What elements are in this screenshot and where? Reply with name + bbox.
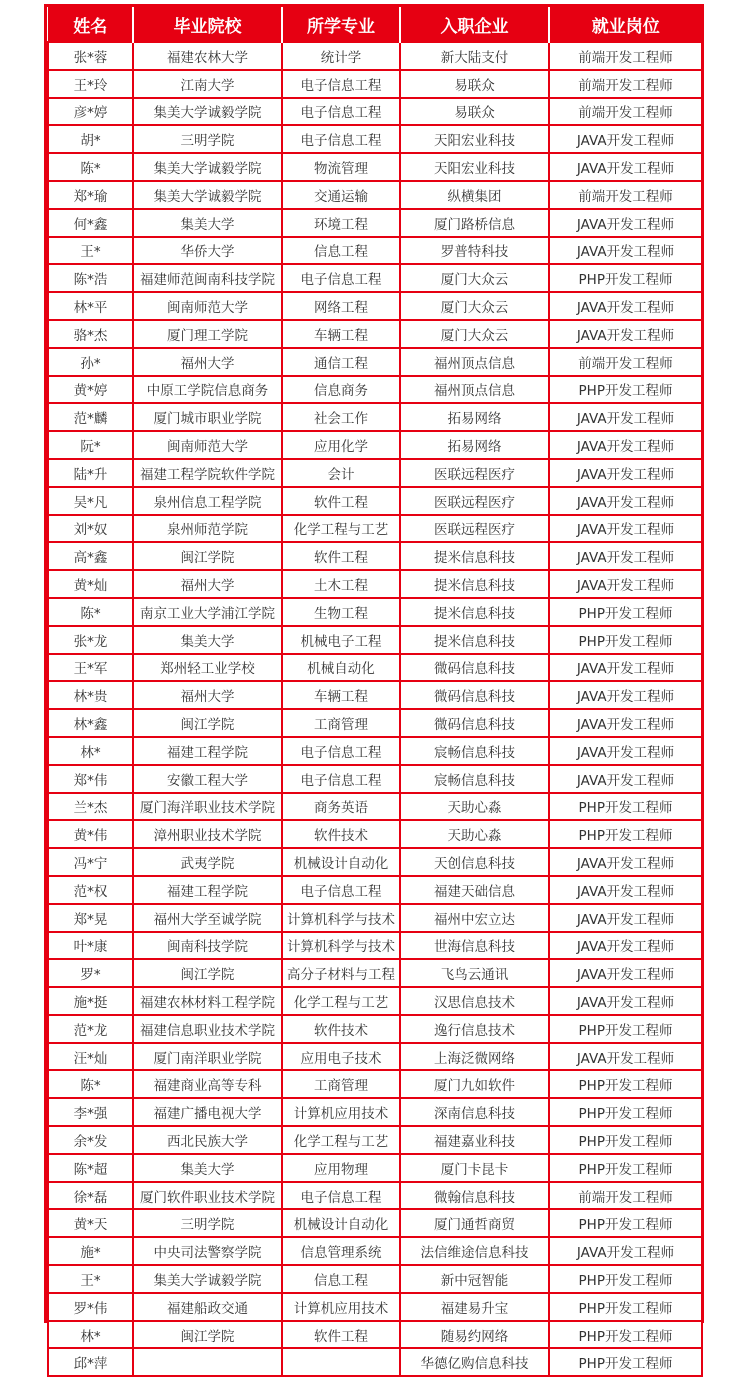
table-row [48,737,702,765]
table-row [48,654,702,682]
cell-company: 拓易网络 [400,403,549,431]
cell-position: JAVA开发工程师 [549,459,702,487]
cell-school: 福建工程学院 [133,876,282,904]
cell-position: JAVA开发工程师 [549,1043,702,1071]
cell-position: PHP开发工程师 [549,1209,702,1237]
cell-major: 土木工程 [282,570,400,598]
cell-school: 厦门海洋职业技术学院 [133,793,282,821]
table-row [48,820,702,848]
cell-name: 郑*晃 [48,904,133,932]
cell-school: 厦门理工学院 [133,320,282,348]
cell-major: 信息工程 [282,1265,400,1293]
cell-name: 郑*瑜 [48,181,133,209]
cell-company: 医联远程医疗 [400,459,549,487]
cell-major: 信息管理系统 [282,1237,400,1265]
cell-name: 张*蓉 [48,42,133,70]
cell-position: JAVA开发工程师 [549,737,702,765]
table-row [48,264,702,292]
table-row [48,681,702,709]
cell-school: 集美大学诚毅学院 [133,153,282,181]
cell-company: 医联远程医疗 [400,487,549,515]
table-row [48,459,702,487]
cell-name: 汪*灿 [48,1043,133,1071]
header-major: 所学专业 [282,8,400,43]
cell-company: 新中冠智能 [400,1265,549,1293]
cell-company: 提米信息科技 [400,626,549,654]
table-row [48,1015,702,1043]
cell-name: 胡* [48,125,133,153]
table-row [48,598,702,626]
cell-school: 厦门城市职业学院 [133,403,282,431]
cell-name: 何*鑫 [48,209,133,237]
cell-company: 提米信息科技 [400,570,549,598]
table-row [48,932,702,960]
cell-position: PHP开发工程师 [549,1098,702,1126]
cell-company: 宸畅信息科技 [400,737,549,765]
cell-school: 福建工程学院软件学院 [133,459,282,487]
cell-major: 软件技术 [282,820,400,848]
cell-school: 郑州轻工业学校 [133,654,282,682]
table-row [48,348,702,376]
cell-position: JAVA开发工程师 [549,1237,702,1265]
cell-company: 厦门大众云 [400,292,549,320]
cell-company: 厦门通哲商贸 [400,1209,549,1237]
table-row [48,487,702,515]
table-row [48,70,702,98]
cell-school: 安徽工程大学 [133,765,282,793]
cell-school: 三明学院 [133,125,282,153]
cell-school: 集美大学 [133,1154,282,1182]
cell-position: JAVA开发工程师 [549,959,702,987]
table-row [48,42,702,70]
cell-name: 叶*康 [48,932,133,960]
cell-company: 天阳宏业科技 [400,125,549,153]
cell-major: 电子信息工程 [282,98,400,126]
table-row [48,1098,702,1126]
cell-position: JAVA开发工程师 [549,932,702,960]
cell-company: 深南信息科技 [400,1098,549,1126]
cell-company: 福建嘉业科技 [400,1126,549,1154]
cell-position: JAVA开发工程师 [549,654,702,682]
cell-name: 范*龙 [48,1015,133,1043]
cell-school: 福州大学 [133,681,282,709]
table-row [48,125,702,153]
cell-major: 机械电子工程 [282,626,400,654]
table-row [48,403,702,431]
cell-position: PHP开发工程师 [549,1321,702,1349]
cell-major: 高分子材料与工程 [282,959,400,987]
cell-company: 医联远程医疗 [400,515,549,543]
cell-name: 林*鑫 [48,709,133,737]
cell-company: 厦门大众云 [400,264,549,292]
cell-position: JAVA开发工程师 [549,320,702,348]
cell-position: JAVA开发工程师 [549,403,702,431]
cell-company: 罗普特科技 [400,237,549,265]
cell-name: 范*麟 [48,403,133,431]
cell-position: PHP开发工程师 [549,1265,702,1293]
cell-position: JAVA开发工程师 [549,765,702,793]
cell-major: 计算机科学与技术 [282,904,400,932]
cell-school: 三明学院 [133,1209,282,1237]
cell-school: 漳州职业技术学院 [133,820,282,848]
table-row [48,181,702,209]
header-company: 入职企业 [400,8,549,43]
cell-position: PHP开发工程师 [549,1015,702,1043]
cell-position: JAVA开发工程师 [549,709,702,737]
cell-company: 法信维途信息科技 [400,1237,549,1265]
cell-school: 华侨大学 [133,237,282,265]
cell-major: 软件工程 [282,542,400,570]
cell-position: PHP开发工程师 [549,376,702,404]
cell-position: PHP开发工程师 [549,820,702,848]
cell-major: 电子信息工程 [282,765,400,793]
cell-name: 王*军 [48,654,133,682]
cell-school: 福建商业高等专科 [133,1070,282,1098]
cell-school: 福建船政交通 [133,1293,282,1321]
cell-position: JAVA开发工程师 [549,487,702,515]
cell-major: 计算机应用技术 [282,1098,400,1126]
table-row [48,987,702,1015]
cell-name: 李*强 [48,1098,133,1126]
cell-school: 集美大学诚毅学院 [133,1265,282,1293]
cell-position: 前端开发工程师 [549,1182,702,1210]
header-position: 就业岗位 [549,8,702,43]
cell-major: 电子信息工程 [282,876,400,904]
cell-school: 南京工业大学浦江学院 [133,598,282,626]
cell-position: JAVA开发工程师 [549,542,702,570]
cell-company: 微翰信息科技 [400,1182,549,1210]
employment-table [47,7,703,1377]
cell-company: 福州中宏立达 [400,904,549,932]
cell-name: 黄*灿 [48,570,133,598]
table-row [48,626,702,654]
cell-major: 车辆工程 [282,681,400,709]
cell-school: 闽南师范大学 [133,292,282,320]
cell-major [282,1348,400,1376]
cell-major: 软件技术 [282,1015,400,1043]
cell-company: 福州顶点信息 [400,376,549,404]
cell-school: 闽南科技学院 [133,932,282,960]
cell-name: 黄*伟 [48,820,133,848]
cell-company: 微码信息科技 [400,681,549,709]
table-row [48,848,702,876]
cell-company: 易联众 [400,98,549,126]
cell-major: 软件工程 [282,1321,400,1349]
cell-school: 集美大学诚毅学院 [133,98,282,126]
table-row [48,542,702,570]
cell-name: 林* [48,1321,133,1349]
cell-major: 环境工程 [282,209,400,237]
cell-company: 逸行信息技术 [400,1015,549,1043]
table-row [48,1348,702,1376]
cell-school: 闽江学院 [133,542,282,570]
table-row [48,765,702,793]
cell-position: JAVA开发工程师 [549,848,702,876]
cell-major: 信息商务 [282,376,400,404]
cell-major: 工商管理 [282,1070,400,1098]
cell-major: 应用物理 [282,1154,400,1182]
table-row [48,1209,702,1237]
cell-major: 工商管理 [282,709,400,737]
cell-major: 电子信息工程 [282,264,400,292]
cell-school: 闽江学院 [133,709,282,737]
cell-name: 邱*萍 [48,1348,133,1376]
cell-major: 化学工程与工艺 [282,515,400,543]
table-row [48,1070,702,1098]
cell-position: PHP开发工程师 [549,1348,702,1376]
table-row [48,1293,702,1321]
cell-name: 陈* [48,153,133,181]
cell-company: 微码信息科技 [400,709,549,737]
table-row [48,793,702,821]
cell-school: 福建农林材料工程学院 [133,987,282,1015]
cell-school: 福建师范闽南科技学院 [133,264,282,292]
cell-company: 华德亿购信息科技 [400,1348,549,1376]
cell-major: 机械自动化 [282,654,400,682]
cell-major: 交通运输 [282,181,400,209]
cell-major: 化学工程与工艺 [282,987,400,1015]
cell-school: 集美大学诚毅学院 [133,181,282,209]
cell-company: 福建天础信息 [400,876,549,904]
cell-name: 陈*超 [48,1154,133,1182]
cell-major: 物流管理 [282,153,400,181]
cell-name: 罗*伟 [48,1293,133,1321]
cell-name: 施*挺 [48,987,133,1015]
cell-name: 范*权 [48,876,133,904]
cell-major: 应用化学 [282,431,400,459]
cell-major: 计算机应用技术 [282,1293,400,1321]
cell-company: 天助心淼 [400,820,549,848]
cell-major: 会计 [282,459,400,487]
cell-position: JAVA开发工程师 [549,209,702,237]
cell-name: 王* [48,237,133,265]
cell-position: 前端开发工程师 [549,348,702,376]
cell-name: 兰*杰 [48,793,133,821]
cell-school: 福州大学至诚学院 [133,904,282,932]
cell-major: 电子信息工程 [282,125,400,153]
cell-school: 福建信息职业技术学院 [133,1015,282,1043]
table-row [48,570,702,598]
cell-company: 微码信息科技 [400,654,549,682]
cell-school: 福建工程学院 [133,737,282,765]
cell-name: 郑*伟 [48,765,133,793]
cell-company: 厦门九如软件 [400,1070,549,1098]
cell-position: JAVA开发工程师 [549,681,702,709]
cell-school: 厦门南洋职业学院 [133,1043,282,1071]
cell-position: PHP开发工程师 [549,1070,702,1098]
cell-school: 泉州信息工程学院 [133,487,282,515]
cell-position: JAVA开发工程师 [549,904,702,932]
cell-school: 福州大学 [133,570,282,598]
cell-name: 罗* [48,959,133,987]
table-row [48,320,702,348]
table-row [48,904,702,932]
cell-school: 江南大学 [133,70,282,98]
cell-school: 福建农林大学 [133,42,282,70]
table-body [48,42,702,1376]
employment-table-frame [44,4,704,1373]
cell-major: 机械设计自动化 [282,848,400,876]
cell-school: 中央司法警察学院 [133,1237,282,1265]
cell-major: 电子信息工程 [282,1182,400,1210]
cell-position: PHP开发工程师 [549,1126,702,1154]
cell-company: 新大陆支付 [400,42,549,70]
cell-major: 计算机科学与技术 [282,932,400,960]
cell-company: 天助心淼 [400,793,549,821]
cell-company: 随易约网络 [400,1321,549,1349]
table-row [48,237,702,265]
cell-position: PHP开发工程师 [549,1154,702,1182]
cell-company: 天阳宏业科技 [400,153,549,181]
cell-position: 前端开发工程师 [549,70,702,98]
table-row [48,709,702,737]
cell-name: 陈*浩 [48,264,133,292]
cell-name: 张*龙 [48,626,133,654]
cell-name: 陈* [48,598,133,626]
table-row [48,153,702,181]
cell-company: 汉思信息技术 [400,987,549,1015]
cell-position: JAVA开发工程师 [549,431,702,459]
cell-school: 集美大学 [133,626,282,654]
cell-major: 车辆工程 [282,320,400,348]
table-row [48,1182,702,1210]
cell-position: JAVA开发工程师 [549,570,702,598]
cell-school: 福建广播电视大学 [133,1098,282,1126]
header-school: 毕业院校 [133,8,282,43]
cell-position: JAVA开发工程师 [549,515,702,543]
cell-company: 福州顶点信息 [400,348,549,376]
cell-name: 林*贵 [48,681,133,709]
cell-school: 福州大学 [133,348,282,376]
cell-position: 前端开发工程师 [549,42,702,70]
cell-position: PHP开发工程师 [549,598,702,626]
table-row [48,292,702,320]
cell-position: JAVA开发工程师 [549,876,702,904]
cell-major: 网络工程 [282,292,400,320]
cell-school: 集美大学 [133,209,282,237]
cell-major: 机械设计自动化 [282,1209,400,1237]
cell-company: 宸畅信息科技 [400,765,549,793]
cell-company: 拓易网络 [400,431,549,459]
cell-position: PHP开发工程师 [549,264,702,292]
cell-major: 通信工程 [282,348,400,376]
cell-position: JAVA开发工程师 [549,987,702,1015]
cell-school: 厦门软件职业技术学院 [133,1182,282,1210]
cell-major: 化学工程与工艺 [282,1126,400,1154]
cell-school: 闽江学院 [133,959,282,987]
table-row [48,1265,702,1293]
table-header-row [48,8,702,43]
cell-company: 厦门大众云 [400,320,549,348]
cell-name: 林* [48,737,133,765]
cell-major: 生物工程 [282,598,400,626]
cell-name: 王* [48,1265,133,1293]
cell-company: 上海泛微网络 [400,1043,549,1071]
table-row [48,376,702,404]
cell-major: 社会工作 [282,403,400,431]
cell-position: JAVA开发工程师 [549,292,702,320]
cell-position: PHP开发工程师 [549,1293,702,1321]
table-row [48,1154,702,1182]
cell-position: 前端开发工程师 [549,98,702,126]
cell-company: 天创信息科技 [400,848,549,876]
cell-name: 吴*凡 [48,487,133,515]
cell-name: 冯*宁 [48,848,133,876]
cell-name: 施* [48,1237,133,1265]
cell-school: 武夷学院 [133,848,282,876]
cell-name: 阮* [48,431,133,459]
table-row [48,1126,702,1154]
cell-company: 提米信息科技 [400,598,549,626]
cell-company: 福建易升宝 [400,1293,549,1321]
cell-name: 林*平 [48,292,133,320]
cell-school: 泉州师范学院 [133,515,282,543]
cell-company: 提米信息科技 [400,542,549,570]
cell-position: JAVA开发工程师 [549,153,702,181]
cell-major: 软件工程 [282,487,400,515]
cell-company: 飞鸟云通讯 [400,959,549,987]
table-row [48,1237,702,1265]
cell-position: PHP开发工程师 [549,626,702,654]
cell-school: 闽南师范大学 [133,431,282,459]
cell-name: 余*发 [48,1126,133,1154]
cell-major: 统计学 [282,42,400,70]
cell-name: 黄*天 [48,1209,133,1237]
cell-position: PHP开发工程师 [549,793,702,821]
table-row [48,431,702,459]
cell-position: JAVA开发工程师 [549,237,702,265]
cell-major: 商务英语 [282,793,400,821]
cell-school: 西北民族大学 [133,1126,282,1154]
table-row [48,959,702,987]
cell-name: 徐*磊 [48,1182,133,1210]
cell-name: 陆*升 [48,459,133,487]
cell-company: 厦门卡昆卡 [400,1154,549,1182]
cell-major: 信息工程 [282,237,400,265]
cell-name: 陈* [48,1070,133,1098]
cell-name: 王*玲 [48,70,133,98]
cell-company: 纵横集团 [400,181,549,209]
cell-major: 电子信息工程 [282,737,400,765]
cell-school: 闽江学院 [133,1321,282,1349]
cell-name: 黄*婷 [48,376,133,404]
cell-major: 应用电子技术 [282,1043,400,1071]
cell-name: 高*鑫 [48,542,133,570]
header-name: 姓名 [48,8,133,43]
cell-name: 刘*奴 [48,515,133,543]
cell-school: 中原工学院信息商务 [133,376,282,404]
cell-name: 孙* [48,348,133,376]
cell-company: 易联众 [400,70,549,98]
cell-name: 骆*杰 [48,320,133,348]
cell-company: 世海信息科技 [400,932,549,960]
table-row [48,98,702,126]
cell-major: 电子信息工程 [282,70,400,98]
cell-position: JAVA开发工程师 [549,125,702,153]
cell-name: 彦*婷 [48,98,133,126]
table-row [48,1321,702,1349]
table-row [48,1043,702,1071]
cell-school [133,1348,282,1376]
cell-position: 前端开发工程师 [549,181,702,209]
table-row [48,515,702,543]
cell-company: 厦门路桥信息 [400,209,549,237]
table-row [48,876,702,904]
table-row [48,209,702,237]
